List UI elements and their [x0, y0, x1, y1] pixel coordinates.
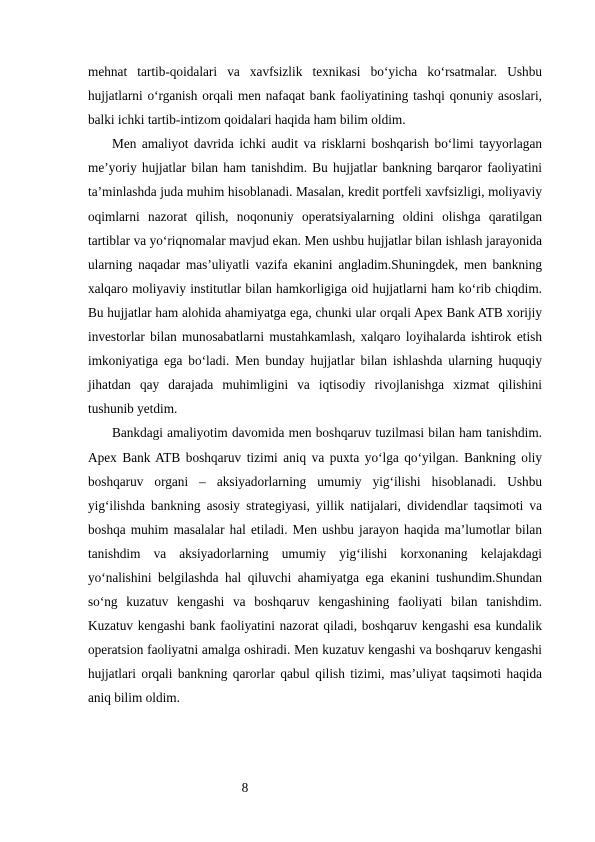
page-number: 8	[241, 780, 249, 795]
paragraph-continuation: mehnat tartib-qoidalari va xavfsizlik texnikasi bo‘yicha ko‘rsatmalar. Ushbu hujjatlarni o‘rganish orqali men nafaqat bank faoliyatining tashqi qonuniy asoslari, balki ichki tartib-intizom qoidalari haqida ham bilim oldim.	[88, 64, 542, 128]
paragraph-governance: Bankdagi amaliyotim davomida men boshqaruv tuzilmasi bilan ham tanishdim. Apex Bank ATB boshqaruv tizimi aniq va puxta yo‘lga qo‘yilgan. Bankning oliy boshqaruv organi – aksiyadorlarning umumiy yig‘ilishi hisoblanadi. Ushbu yig‘ilishda bankning asosiy strategiyasi, yillik natijalari, dividendlar taqsimoti va boshqa muhim masalalar hal etiladi. Men ushbu jarayon haqida ma’lumotlar bilan tanishdim va aksiyadorlarning umumiy yig‘ilishi korxonaning kelajakdagi yo‘nalishini belgilashda hal qiluvchi ahamiyatga ega ekanini tushundim.Shundan so‘ng kuzatuv kengashi va boshqaruv kengashining faoliyati bilan tanishdim. Kuzatuv kengashi bank faoliyatini nazorat qiladi, boshqaruv kengashi esa kundalik operatsion faoliyatni amalga oshiradi. Men kuzatuv kengashi va boshqaruv kengashi hujjatlari orqali bankning qarorlar qabul qilish tizimi, mas’uliyat taqsimoti haqida aniq bilim oldim.	[88, 425, 542, 706]
paragraph-internal-audit: Men amaliyot davrida ichki audit va risklarni boshqarish bo‘limi tayyorlagan me’yoriy hujjatlar bilan ham tanishdim. Bu hujjatlar bankning barqaror faoliyatini ta’minlashda juda muhim hisoblanadi. Masalan, kredit portfeli xavfsizligi, moliyaviy oqimlarni nazorat qilish, noqonuniy operatsiyalarning oldini olishga qaratilgan tartiblar va yo‘riqnomalar mavjud ekan. Men ushbu hujjatlar bilan ishlash jarayonida ularning naqadar mas’uliyatli vazifa ekanini angladim.Shuningdek, men bankning xalqaro moliyaviy institutlar bilan hamkorligiga oid hujjatlarni ham ko‘rib chiqdim. Bu hujjatlar ham alohida ahamiyatga ega, chunki ular orqali Apex Bank ATB xorijiy investorlar bilan munosabatlarni mustahkamlash, xalqaro loyihalarda ishtirok etish imkoniyatiga ega bo‘ladi. Men bunday hujjatlar bilan ishlashda ularning huquqiy jihatdan qay darajada muhimligini va iqtisodiy rivojlanishga xizmat qilishini tushunib yetdim.	[88, 136, 542, 417]
body-text	[88, 60, 542, 711]
